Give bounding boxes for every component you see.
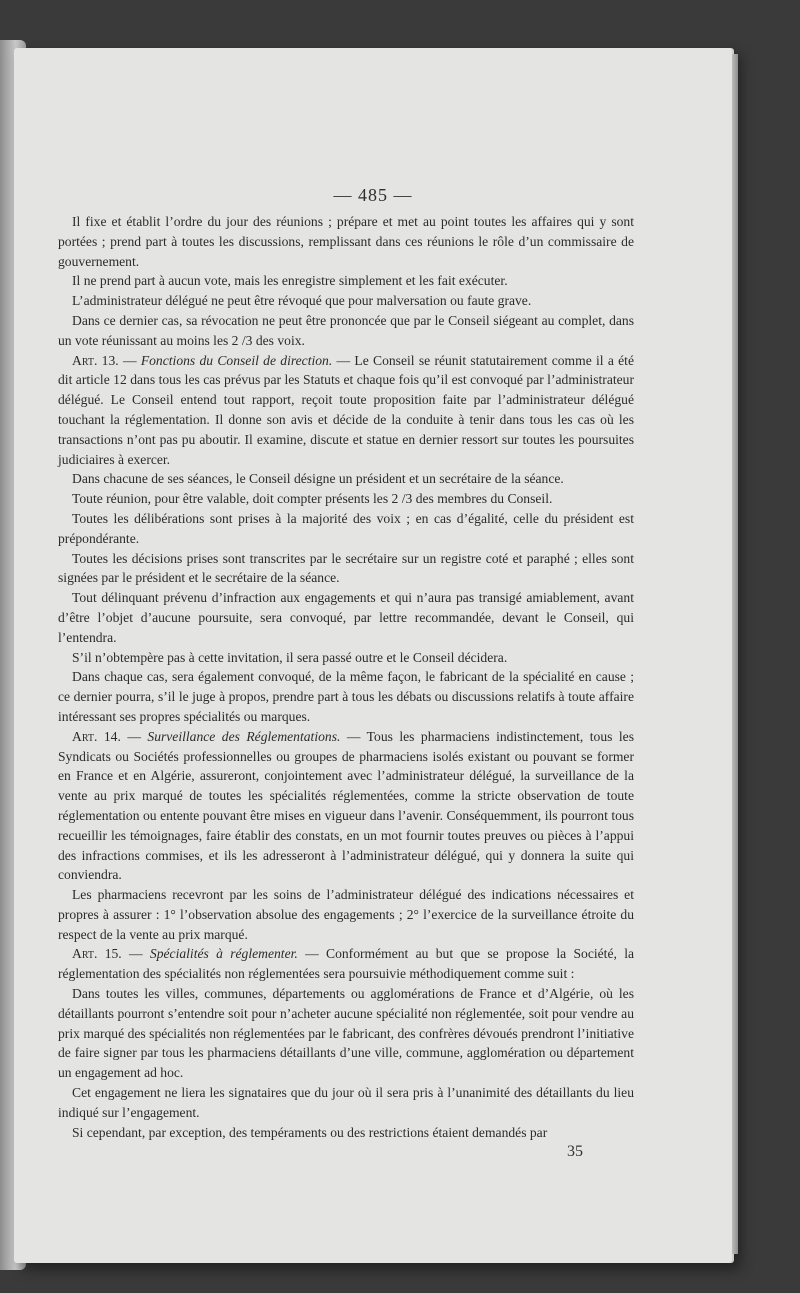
book-page [14,48,732,1263]
paragraph: Toute réunion, pour être valable, doit compter présents les 2 /3 des membres du Conseil. [72,491,553,507]
page-body [58,212,634,1142]
paragraph: Dans chaque cas, sera également convoqué, de la même façon, le fabricant de la spécialité en cause ; ce dernier pourra, s’il le juge à propos, prendre part à tous les débats ou discussions relatifs à toute affaire intéressant ses propres spécialités ou marques. [58,669,634,724]
article-title: Surveillance des Réglementations. [147,728,341,744]
paragraph: Tout délinquant prévenu d’infraction aux engagements et qui n’aura pas transigé amiablement, avant d’être l’objet d’aucune poursuite, sera convoqué, par lettre recommandée, devant le Conseil, qui l’entendra. [58,590,634,645]
paragraph: Il fixe et établit l’ordre du jour des réunions ; prépare et met au point toutes les affaires qui y sont portées ; prend part à toutes les discussions, remplissant dans ces réunions le rôle d’un commissaire de gouvernement. [58,214,634,269]
article-title: Spécialités à réglementer. [149,946,298,962]
paragraph: S’il n’obtempère pas à cette invitation, il sera passé outre et le Conseil décidera. [72,649,508,665]
article-title: Fonctions du Conseil de direction. [140,352,333,368]
article-paragraph: Art. 13. — Fonctions du Conseil de direction. — Le Conseil se réunit statutairement comme il a été dit article 12 dans tous les cas prévus par les Statuts et chaque fois qu’il est convoqué par l’administrateur délégué. Le Conseil entend tout rapport, reçoit toute proposition faite par l’administrateur délégué touchant la réglementation. Il donne son avis et décide de la conduite à tenir dans tous les cas où les transactions n’ont pas pu aboutir. Il examine, discute et statue en dernier ressort sur toutes les poursuites judiciaires à exercer. [58,352,634,467]
paragraph: Toutes les décisions prises sont transcrites par le secrétaire sur un registre coté et paraphé ; elles sont signées par le président et le secrétaire de la séance. [58,550,634,586]
paragraph: Dans toutes les villes, communes, départements ou agglomérations de France et d’Algérie, où les détaillants pourront s’entendre soit pour n’acheter aucune spécialité non réglementée, soit pour vendre au prix marqué des spécialités non réglementées par le fabricant, des confrères dévoués prendront l’initiative de faire signer par tous les pharmaciens détaillants d’une ville, commune, agglomération ou département un engagement ad hoc. [58,986,634,1081]
paragraph: Si cependant, par exception, des tempéraments ou des restrictions étaient demandés par [72,1124,548,1140]
paragraph: L’administrateur délégué ne peut être révoqué que pour malversation ou faute grave. [72,293,532,309]
paragraph: Dans chacune de ses séances, le Conseil désigne un président et un secrétaire de la séance. [72,471,564,487]
article-number: Art. 14. [72,728,121,744]
article-paragraph: Art. 14. — Surveillance des Réglementations. — Tous les pharmaciens indistinctement, tous les Syndicats ou Sociétés professionnelles ou groupes de pharmaciens isolés existant ou pouvant se former en France et en Algérie, assureront, conjointement avec l’administrateur délégué, la surveillance de la vente au prix marqué de toutes les spécialités réglementées, comme la stricte observation de toute réglementation ou entente pouvant être mises en vigueur dans l’avenir. Conséquemment, ils pourront tous recueillir les témoignages, faire établir des constats, en un mot fournir toutes preuves ou pièces à l’appui des infractions commises, et ils les adresseront à l’administrateur délégué, qui y donnera la suite qui conviendra. [58,728,634,883]
paragraph: Dans ce dernier cas, sa révocation ne peut être prononcée que par le Conseil siégeant au complet, dans un vote réunissant au moins les 2 /3 des voix. [58,312,634,348]
signature-mark: 35 [567,1143,583,1160]
page-edge-shadow [732,54,738,1254]
paragraph: Toutes les délibérations sont prises à la majorité des voix ; en cas d’égalité, celle du président est prépondérante. [58,510,634,546]
paragraph: Les pharmaciens recevront par les soins de l’administrateur délégué des indications nécessaires et propres à assurer : 1° l’observation absolue des engagements ; 2° l’exercice de la surveillance étroite du respect de la vente au prix marqué. [58,887,634,942]
page-number: — 485 — [333,185,413,205]
paragraph: Il ne prend part à aucun vote, mais les enregistre simplement et les fait exécuter. [72,273,508,289]
article-number: Art. 13. [72,352,119,368]
paragraph: Cet engagement ne liera les signataires que du jour où il sera pris à l’unanimité des détaillants du lieu indiqué sur l’engagement. [58,1085,634,1120]
article-paragraph: Art. 15. — Spécialités à réglementer. — Conformément au but que se propose la Société, la réglementation des spécialités non réglementées sera poursuivie méthodiquement comme suit : [58,946,634,982]
article-number: Art. 15. [72,946,122,962]
